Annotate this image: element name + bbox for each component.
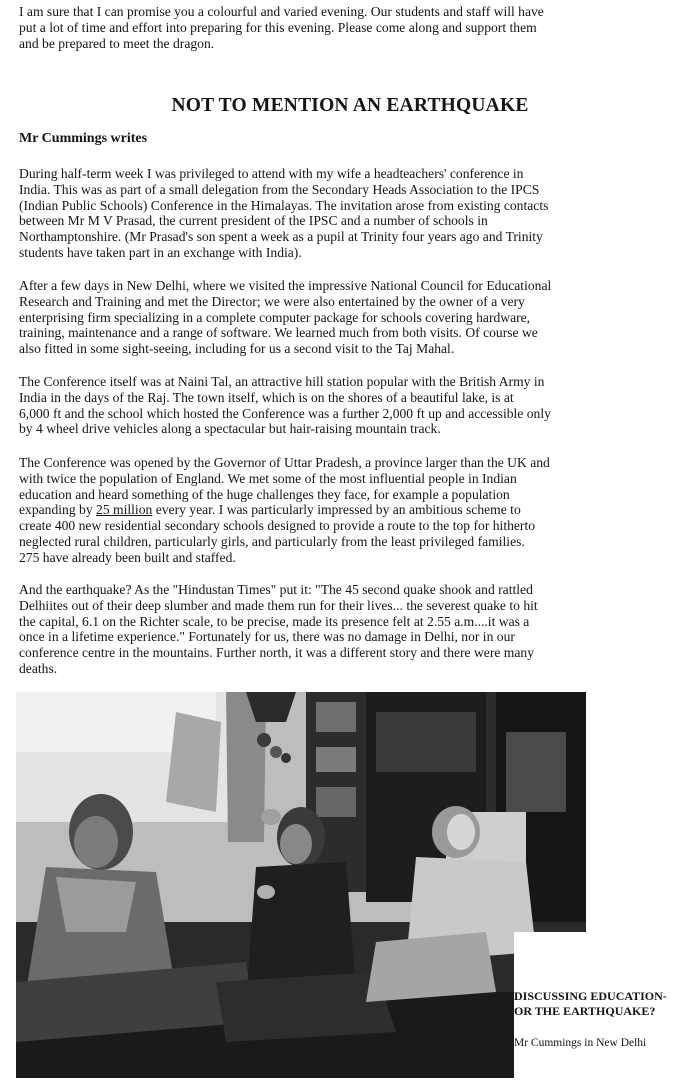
paragraph-line: 275 have already been built and staffed. xyxy=(19,549,236,565)
paragraph-line: create 400 new residential secondary schools designed to provide a route to the top for hitherto xyxy=(19,518,536,534)
paragraph-line: (Indian Public Schools) Conference in the Himalayas. The invitation arose from existing contacts xyxy=(19,197,549,213)
article-paragraph xyxy=(19,278,679,357)
caption-line: DISCUSSING EDUCATION- xyxy=(514,989,667,1003)
paragraph-line: deaths. xyxy=(19,660,58,676)
photo-caption-subtitle: Mr Cummings in New Delhi xyxy=(514,1037,647,1049)
paragraph-line: training, maintenance and a range of software. We learned much from both visits. Of course we xyxy=(19,325,538,341)
paragraph-line: 6,000 ft and the school which hosted the Conference was a further 2,000 ft up and accessible only xyxy=(19,405,551,421)
photo-caption-title xyxy=(514,989,694,1019)
paragraph-line: enterprising firm specializing in a complete computer package for schools covering hardware, xyxy=(19,309,531,325)
paragraph-line: India. This was as part of a small delegation from the Secondary Heads Association to the IPCS xyxy=(19,181,540,197)
paragraph-line-part: every year. I was particularly impressed by an ambitious scheme to xyxy=(152,502,521,518)
paragraph-line: Northamptonshire. (Mr Prasad's son spent a week as a pupil at Trinity four years ago and Trinity xyxy=(19,229,543,245)
paragraph-line: India in the days of the Raj. The town itself, which is on the shores of a beautiful lake, is at xyxy=(19,389,514,405)
paragraph-line: The Conference itself was at Naini Tal, an attractive hill station popular with the British Army in xyxy=(19,374,545,389)
paragraph-line: education and heard something of the huge challenges they face, for example a population xyxy=(19,486,510,502)
paragraph-line: conference centre in the mountains. Further north, it was a different story and there were many xyxy=(19,645,534,661)
article-paragraph xyxy=(19,166,679,261)
paragraph-line: Research and Training and met the Director; we were also entertained by the owner of a very xyxy=(19,293,525,309)
paragraph-line: students have taken part in an exchange with India). xyxy=(19,244,302,260)
paragraph-line: And the earthquake? As the "Hindustan Times" put it: "The 45 second quake shook and rattled xyxy=(19,582,533,597)
paragraph-line: the capital, 6.1 on the Richter scale, to be precise, made its presence felt at 2.55 a.m....it was a xyxy=(19,613,530,629)
paragraph-line: with twice the population of England. We met some of the most influential people in Indian xyxy=(19,470,517,486)
article-paragraph xyxy=(19,582,679,677)
paragraph-line: During half-term week I was privileged to attend with my wife a headteachers' conference in xyxy=(19,166,524,181)
caption-line: OR THE EARTHQUAKE? xyxy=(514,1004,656,1018)
paragraph-line: After a few days in New Delhi, where we visited the impressive National Council for Educational xyxy=(19,278,552,293)
article-paragraph xyxy=(19,455,679,566)
article-byline: Mr Cummings writes xyxy=(19,131,148,146)
paragraph-line-part: expanding by xyxy=(19,502,97,518)
intro-line: put a lot of time and effort into preparing for this evening. Please come along and support them xyxy=(19,20,537,35)
paragraph-line: also fitted in some sight-seeing, including for us a second visit to the Taj Mahal. xyxy=(19,341,455,357)
article-headline: NOT TO MENTION AN EARTHQUAKE xyxy=(171,95,529,116)
article-paragraph xyxy=(19,374,679,437)
article-photo xyxy=(16,692,586,1078)
paragraph-line: by 4 wheel drive vehicles along a spectacular but hair-raising mountain track. xyxy=(19,421,441,437)
paragraph-line: The Conference was opened by the Governor of Uttar Pradesh, a province larger than the UK and xyxy=(19,455,550,470)
paragraph-line: Delhiites out of their deep slumber and made them run for their lives... the severest quake to hit xyxy=(19,597,538,613)
intro-paragraph xyxy=(19,4,679,52)
paragraph-line: between Mr M V Prasad, the current president of the IPSC and a number of schools in xyxy=(19,213,488,229)
paragraph-line: once in a lifetime experience." Fortunately for us, there was no damage in Delhi, nor in our xyxy=(19,629,515,645)
intro-line: and be prepared to meet the dragon. xyxy=(19,36,215,51)
paragraph-line: neglected rural children, particularly girls, and particularly from the least privileged families. xyxy=(19,533,525,549)
intro-line: I am sure that I can promise you a colourful and varied evening. Our students and staff will have xyxy=(19,4,544,19)
underlined-figure: 25 million xyxy=(96,502,153,518)
